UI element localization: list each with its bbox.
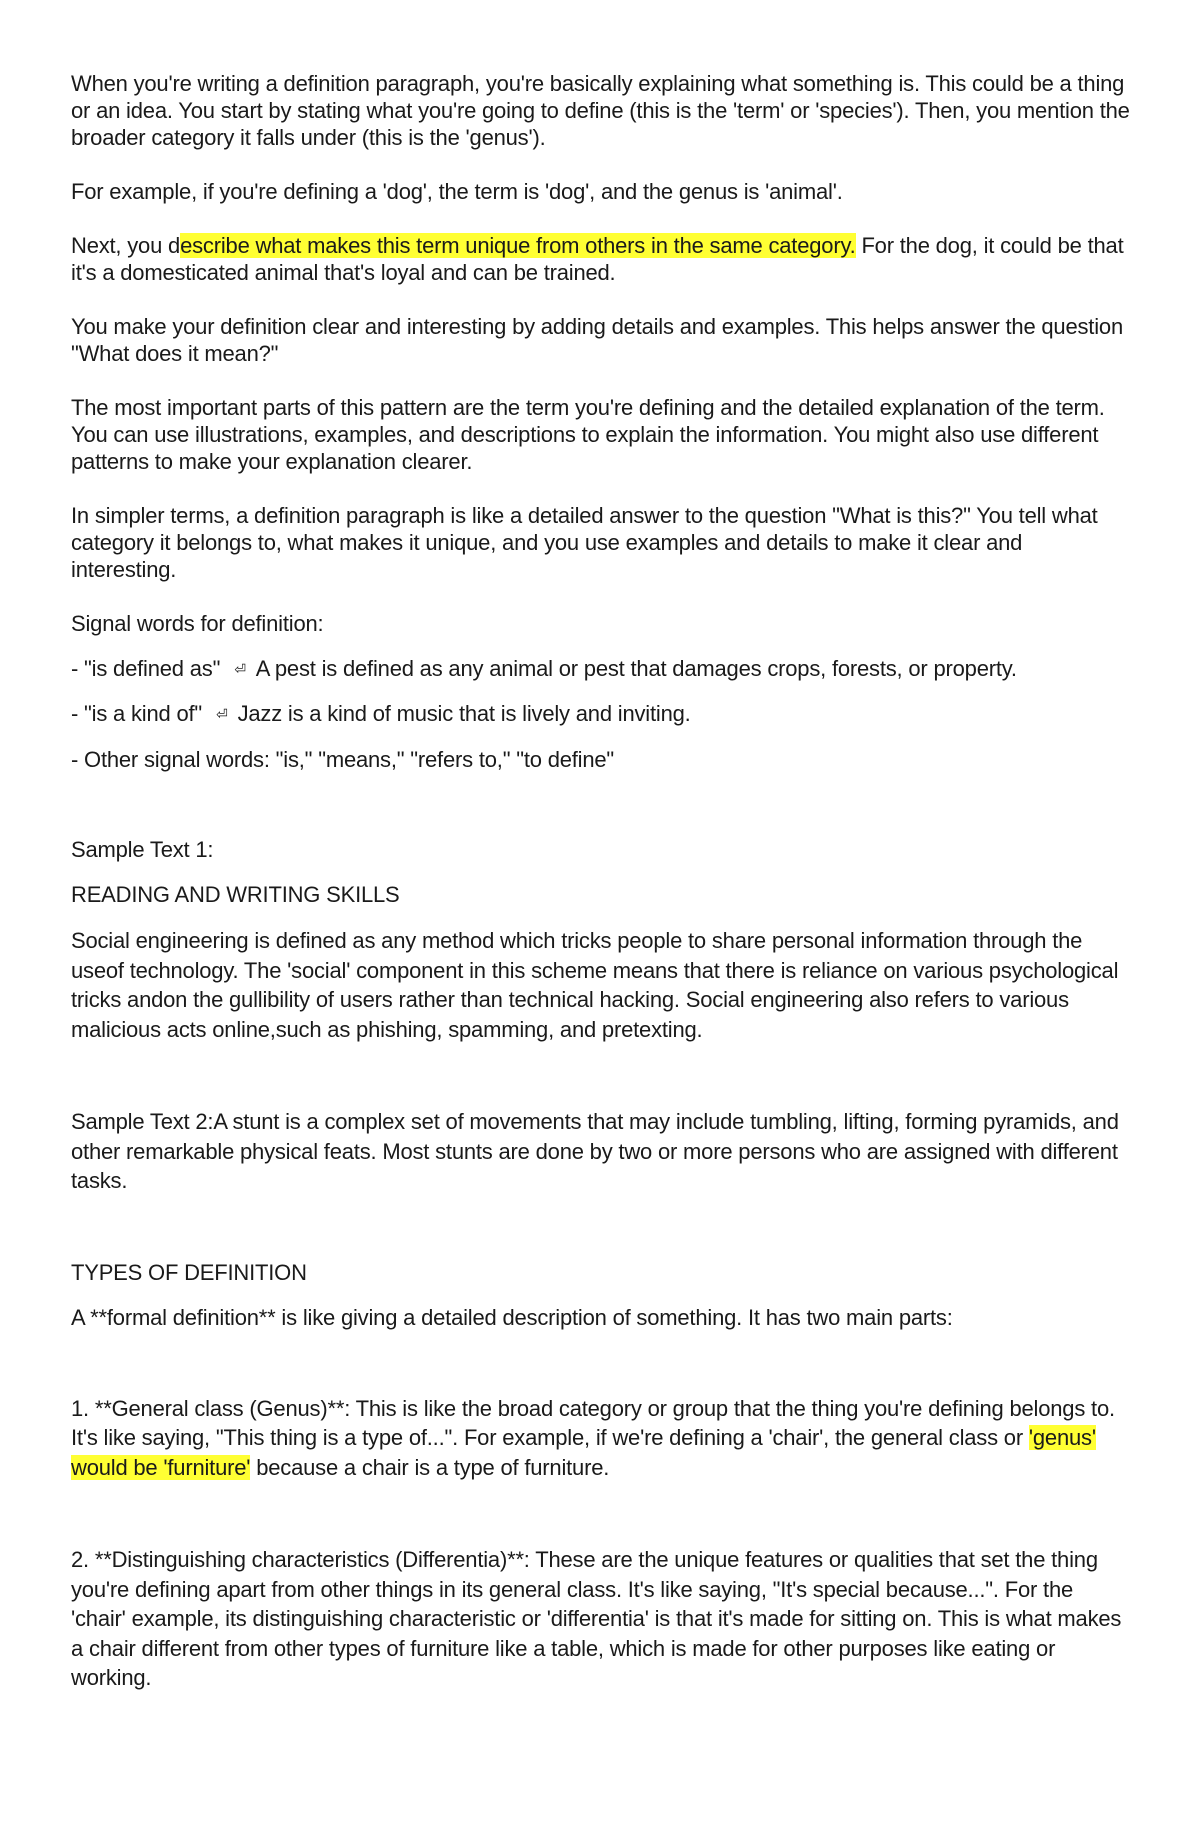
signal-word-label: - "is defined as"	[71, 656, 221, 681]
return-arrow-icon: ⏎	[216, 706, 228, 722]
types-item-genus-end: because a chair is a type of furniture.	[250, 1454, 610, 1480]
intro-paragraph-3-end: For the dog, it could be that it's a domesticated animal that's loyal and can be trained.	[71, 233, 1124, 285]
types-item-differentia: 2. **Distinguishing characteristics (Differentia)**: These are the unique features or qualities that set the thing you're defining apart from other things in its general class. It's like saying, "It's special because...". For the 'chair' example, its distinguishing characteristic or 'differentia' is that it's made for sitting on. This is what makes a chair different from other types of furniture like a table, which is made for other purposes like eating or working.	[71, 1547, 1122, 1690]
intro-paragraph-3-start: Next, you d	[71, 233, 181, 258]
sample-text-2-body: Sample Text 2:A stunt is a complex set of movements that may include tumbling, lifting, forming pyramids, and other remarkable physical feats. Most stunts are done by two or more persons who are assigned with different tasks.	[71, 1109, 1119, 1193]
intro-paragraph-1: When you're writing a definition paragraph, you're basically explaining what something is. This could be a thing or an idea. You start by stating what you're going to define (this is the 'term' or 'species'). Then, you mention the broader category it falls under (this is the 'genus').	[71, 71, 1130, 150]
types-heading: TYPES OF DEFINITION	[71, 1259, 307, 1285]
intro-paragraph-2: For example, if you're defining a 'dog', the term is 'dog', and the genus is 'animal'.	[71, 179, 843, 204]
highlighted-text: escribe what makes this term unique from others in the same category.	[180, 233, 856, 258]
types-item-genus-start: 1. **General class (Genus)**: This is like the broad category or group that the thing you're defining belongs to. It's like saying, "This thing is a type of...". For example, if we're defining a 'chair', the general class or	[71, 1395, 1115, 1450]
intro-paragraph-6: In simpler terms, a definition paragraph is like a detailed answer to the question "What is this?" You tell what category it belongs to, what makes it unique, and you use examples and details to make it clear and interesting.	[71, 503, 1098, 582]
signal-word-label: - "is a kind of"	[71, 701, 203, 726]
signal-words-heading: Signal words for definition:	[71, 611, 324, 636]
sample-text-1-label: Sample Text 1:	[71, 837, 214, 862]
intro-paragraph-3	[71, 232, 1130, 286]
signal-word-item: - Other signal words: "is," "means," "refers to," "to define"	[71, 747, 615, 772]
signal-word-example: Jazz is a kind of music that is lively and inviting.	[237, 701, 691, 726]
signal-word-example: A pest is defined as any animal or pest that damages crops, forests, or property.	[255, 656, 1017, 681]
sample-text-1-heading: READING AND WRITING SKILLS	[71, 882, 400, 907]
intro-paragraph-4: You make your definition clear and interesting by adding details and examples. This helps answer the question "What does it mean?"	[71, 314, 1123, 366]
types-intro: A **formal definition** is like giving a detailed description of something. It has two main parts:	[71, 1304, 953, 1330]
signal-word-item	[71, 655, 1130, 683]
sample-text-1-body: Social engineering is defined as any method which tricks people to share personal information through the useof technology. The 'social' component in this scheme means that there is reliance on various psychological tricks andon the gullibility of users rather than technical hacking. Social engineering also refers to various malicious acts online,such as phishing, spamming, and pretexting.	[71, 928, 1119, 1042]
highlighted-text: 'genus' would be 'furniture'	[71, 1425, 1096, 1480]
intro-paragraph-5: The most important parts of this pattern are the term you're defining and the detailed explanation of the term. You can use illustrations, examples, and descriptions to explain the information. You might also use different patterns to make your explanation clearer.	[71, 395, 1105, 474]
types-item-genus	[71, 1394, 1130, 1483]
signal-word-item	[71, 700, 1130, 728]
return-arrow-icon: ⏎	[234, 661, 246, 677]
